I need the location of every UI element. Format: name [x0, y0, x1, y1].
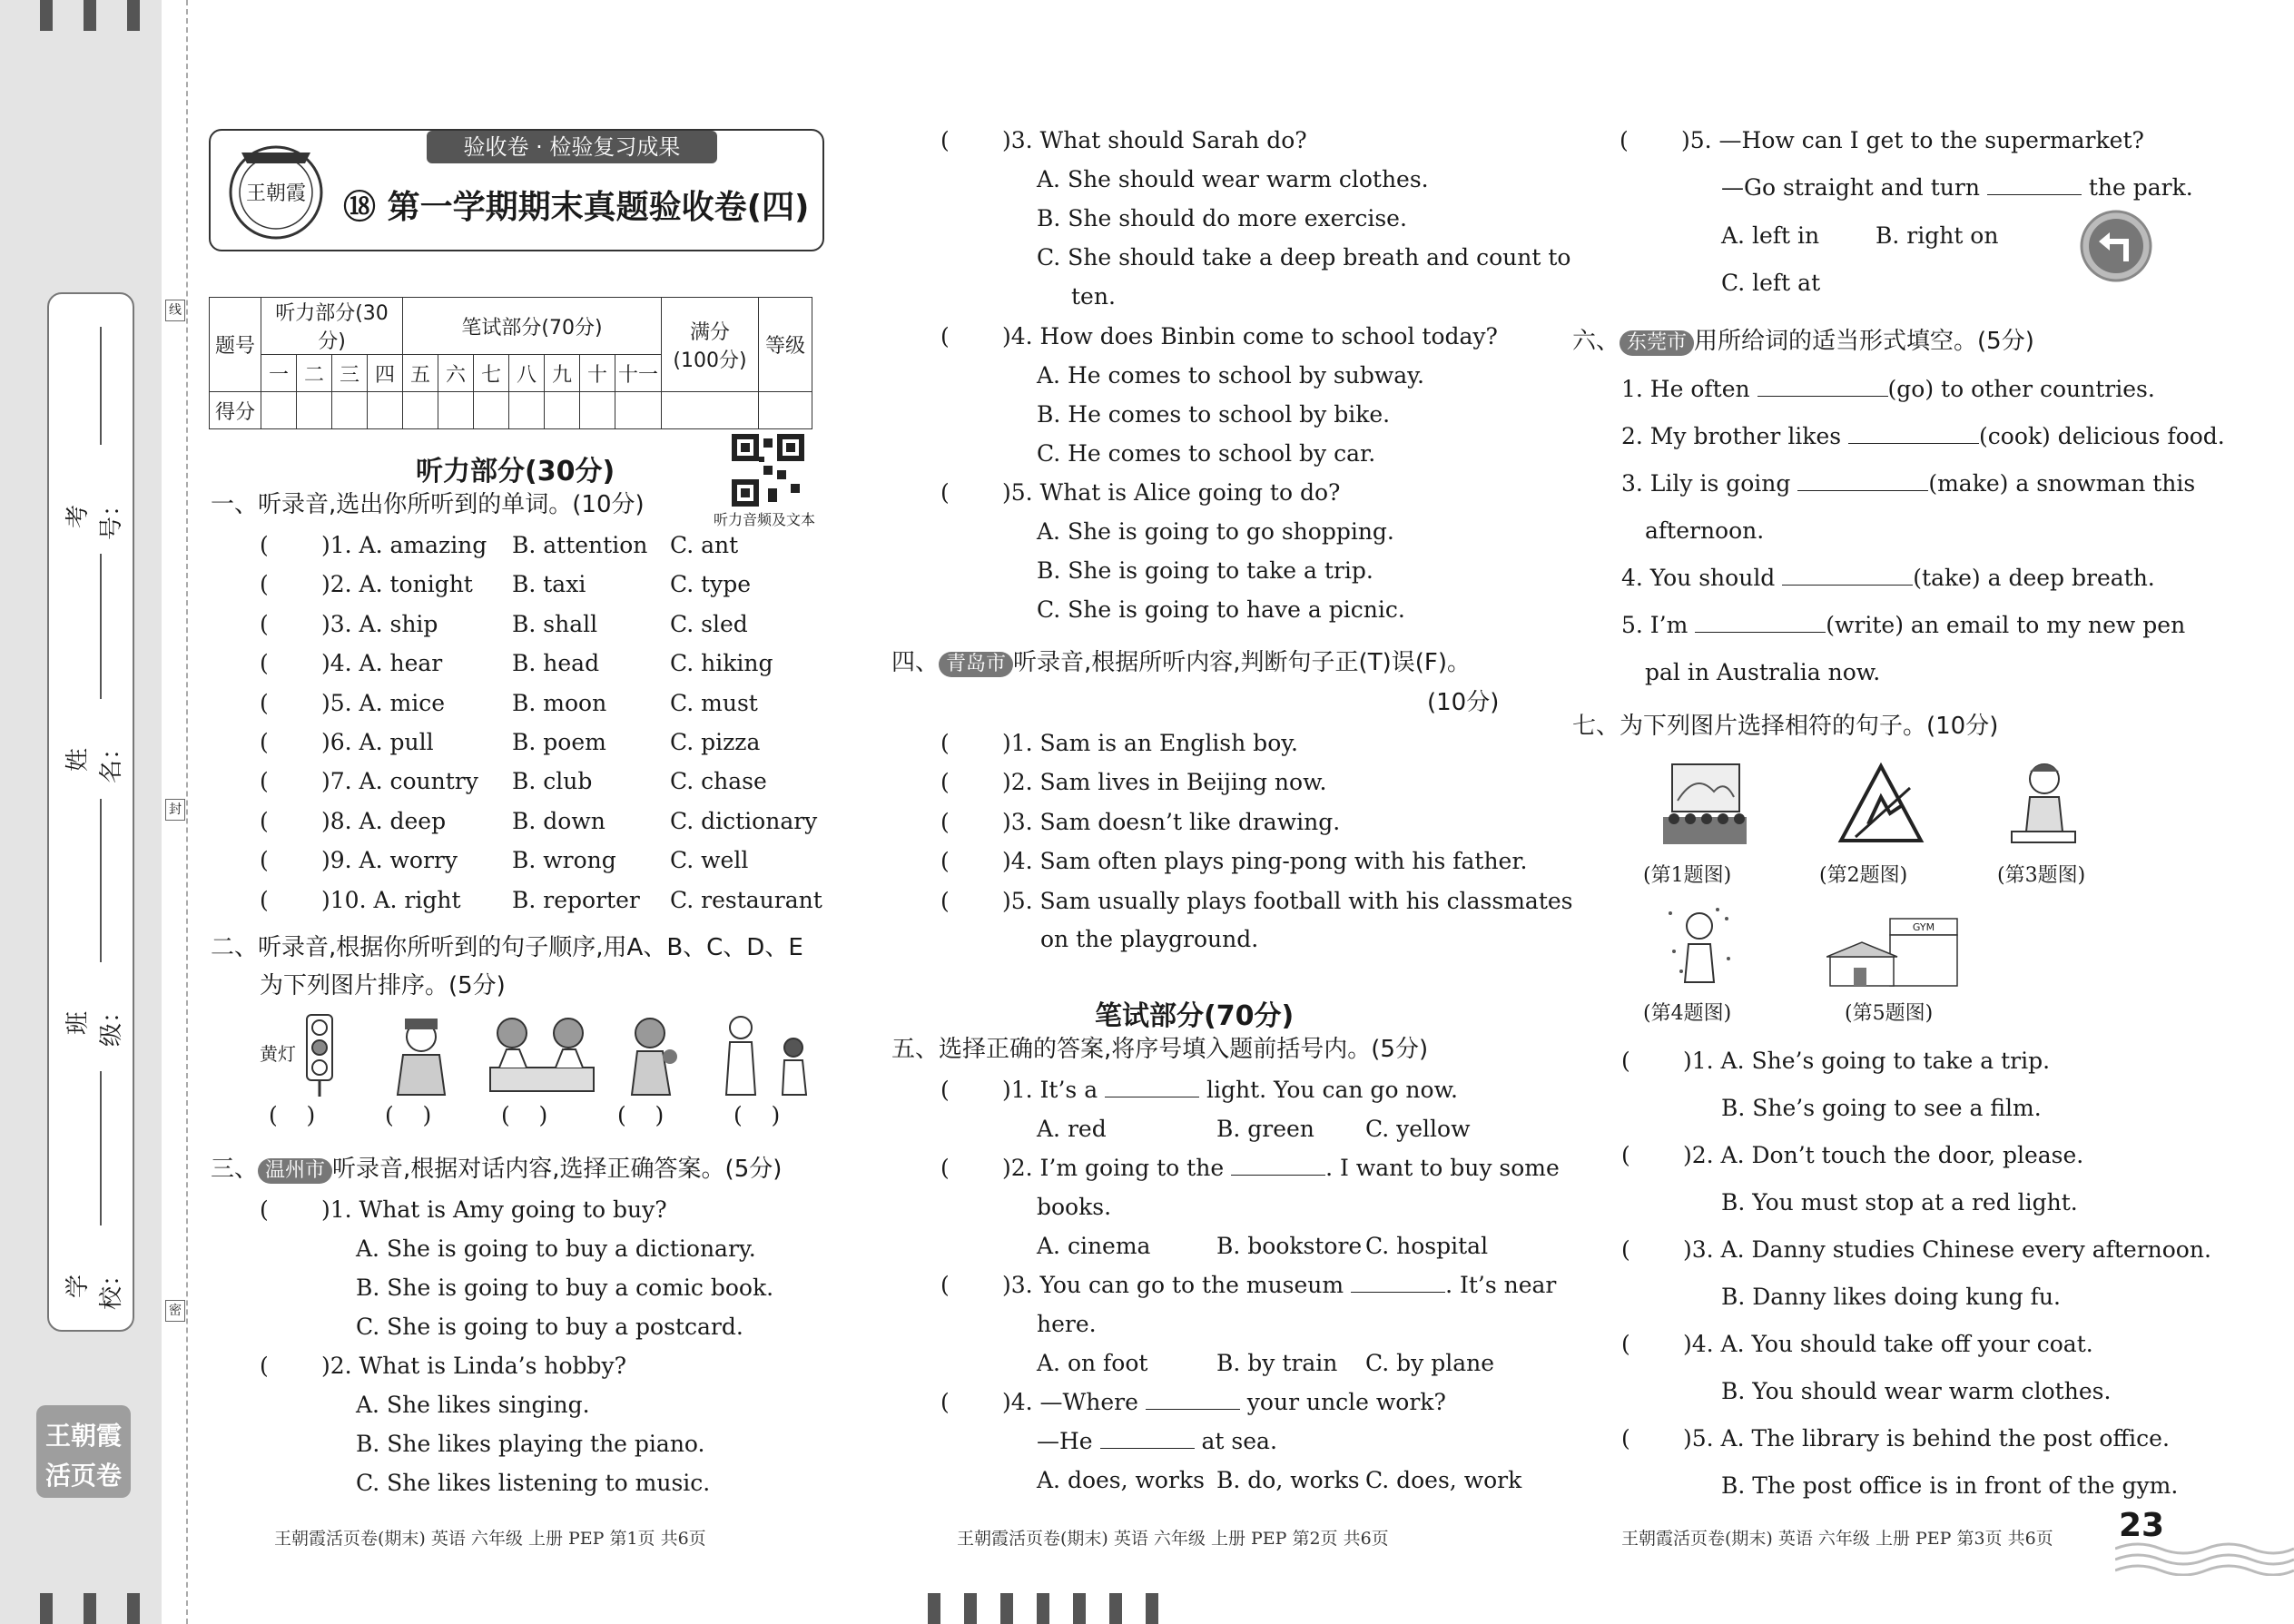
cinema-audience-icon	[1659, 761, 1750, 848]
s7-caption: (第5题图)	[1845, 1002, 1934, 1025]
bracket[interactable]: (	[940, 1389, 950, 1415]
s1-option-c: C. sled	[670, 610, 748, 637]
s6-q2-part: (cook) delicious food.	[1979, 423, 2225, 449]
s1-option-c: C. must	[670, 689, 758, 716]
score-cell[interactable]	[759, 392, 812, 429]
score-cell[interactable]	[615, 392, 662, 429]
score-cell[interactable]	[297, 392, 332, 429]
s7-caption: (第2题图)	[1819, 864, 1908, 887]
s5-q5-line2	[1721, 174, 2193, 202]
s3-q4-option: B. He comes to school by bike.	[1037, 401, 1391, 428]
col-num: 五	[403, 355, 438, 392]
exam-number: ⑱	[343, 189, 377, 226]
answer-blank[interactable]: ( )	[385, 1102, 432, 1128]
exam-no-line[interactable]	[100, 327, 102, 445]
city-badge: 青岛市	[939, 652, 1013, 677]
fill-blank[interactable]	[1848, 443, 1979, 444]
name-line[interactable]	[100, 554, 102, 699]
score-cell[interactable]	[332, 392, 368, 429]
bracket[interactable]: (	[1621, 1425, 1630, 1452]
s5-q1-option: C. yellow	[1365, 1116, 1471, 1142]
s4-item: )4. Sam often plays ping-pong with his father.	[1002, 848, 1528, 875]
s1-option-c: C. chase	[670, 768, 767, 795]
s6-q4-part: (take) a deep breath.	[1913, 565, 2155, 591]
fill-blank[interactable]	[1757, 396, 1888, 397]
item-header: 题号	[210, 298, 261, 392]
answer-blank[interactable]: ( )	[501, 1102, 548, 1128]
s6-q5-cont: pal in Australia now.	[1645, 659, 1881, 685]
binding-mark	[1073, 1593, 1086, 1624]
bracket[interactable]: (	[1621, 1331, 1630, 1357]
score-cell[interactable]	[662, 392, 759, 429]
s6-q3-part: 3. Lily is going	[1621, 470, 1791, 497]
s5-q3-part: )3. You can go to the museum	[1002, 1272, 1344, 1298]
brand-logo	[36, 1405, 131, 1498]
s1-option-b: B. attention	[512, 532, 648, 558]
children-eating-icon	[483, 1013, 601, 1097]
s1-option-b: B. head	[512, 650, 600, 677]
s6-q4	[1621, 565, 2155, 592]
gym-label: GYM	[1912, 921, 1935, 933]
s1-option-c: C. ant	[670, 532, 739, 558]
s6-q3	[1621, 470, 2195, 497]
s5-q5-part: the park.	[2088, 174, 2193, 201]
s5-title: 五、选择正确的答案,将序号填入题前括号内。(5分)	[891, 1036, 1429, 1063]
listening-header: 听力部分(30分)	[261, 298, 403, 355]
s6-q5-part: (write) an email to my new pen	[1826, 612, 2186, 638]
listening-title: 听力部分(30分)	[416, 456, 615, 487]
s7-option-a: )4. A. You should take off your coat.	[1683, 1331, 2093, 1357]
s5-q5-option: C. left at	[1721, 270, 1821, 296]
bracket[interactable]: (	[940, 1272, 950, 1298]
s5-q5: )5. —How can I get to the supermarket?	[1681, 127, 2144, 153]
binding-mark	[84, 0, 96, 31]
page-title	[343, 182, 809, 228]
score-table	[209, 297, 812, 429]
s3-q3-option-cont: ten.	[1071, 283, 1116, 310]
bracket[interactable]: (	[1621, 1048, 1630, 1074]
s5-q2-option: A. cinema	[1037, 1233, 1151, 1259]
binding-mark	[1109, 1593, 1122, 1624]
exam-title: 第一学期期末真题验收卷(四)	[387, 189, 810, 226]
s5-q4	[1002, 1389, 1446, 1416]
score-cell[interactable]	[403, 392, 438, 429]
col-num: 七	[474, 355, 509, 392]
s1-option-b: B. club	[512, 768, 593, 795]
s1-option-a: )3. A. ship	[321, 610, 438, 637]
qr-code-icon[interactable]	[732, 434, 804, 507]
score-cell[interactable]	[261, 392, 297, 429]
s1-option-c: C. restaurant	[670, 886, 822, 913]
s5-q1-option: B. green	[1216, 1116, 1314, 1142]
fill-blank[interactable]	[1231, 1175, 1325, 1176]
s3-q3-option: A. She should wear warm clothes.	[1037, 166, 1429, 192]
score-cell[interactable]	[580, 392, 615, 429]
binding-mark	[84, 1593, 96, 1624]
binding-mark	[964, 1593, 977, 1624]
s6-q3-part: (make) a snowman this	[1928, 470, 2196, 497]
s5-q5-option: B. right on	[1876, 222, 1999, 249]
traffic-light-icon	[301, 1013, 338, 1098]
s3-q2-option: C. She likes listening to music.	[356, 1470, 711, 1496]
s1-option-c: C. dictionary	[670, 807, 818, 834]
s4-title	[891, 648, 1471, 677]
s5-q1	[1002, 1077, 1458, 1104]
s3-q4-option: A. He comes to school by subway.	[1037, 362, 1424, 389]
s6-q5-part: 5. I’m	[1621, 612, 1689, 638]
bracket[interactable]: (	[260, 847, 269, 874]
bracket[interactable]: (	[260, 532, 269, 558]
s6-q2	[1621, 423, 2225, 450]
class-label: 班级：	[64, 999, 125, 1048]
bracket[interactable]: (	[260, 729, 269, 755]
s4-score: (10分)	[1427, 689, 1500, 716]
col-num: 二	[297, 355, 332, 392]
s7-option-b: B. Danny likes doing kung fu.	[1721, 1284, 2061, 1310]
fill-blank[interactable]	[1351, 1292, 1445, 1293]
score-cell[interactable]	[509, 392, 545, 429]
header-banner: 验收卷 · 检验复习成果	[427, 131, 717, 163]
s1-option-b: B. moon	[512, 689, 607, 716]
s3-title-post: 听录音,根据对话内容,选择正确答案。(5分)	[332, 1156, 783, 1183]
s6-q4-part: 4. You should	[1621, 565, 1776, 591]
bracket[interactable]: (	[260, 1353, 269, 1379]
student-info-box	[47, 292, 134, 1332]
col-num: 三	[332, 355, 368, 392]
s5-q2-option: C. hospital	[1365, 1233, 1489, 1259]
bracket[interactable]: (	[1621, 1142, 1630, 1168]
s5-q4-part: —He	[1037, 1428, 1093, 1454]
no-touching-sign-icon	[1837, 761, 1925, 848]
col-num: 四	[368, 355, 403, 392]
s5-q1-part: )1. It’s a	[1002, 1077, 1098, 1103]
answer-blank[interactable]: ( )	[617, 1102, 665, 1128]
s5-q4-line2	[1037, 1428, 1277, 1455]
s6-title-post: 用所给词的适当形式填空。(5分)	[1694, 328, 2034, 355]
s3-title	[211, 1155, 782, 1184]
s1-option-a: )1. A. amazing	[321, 532, 487, 558]
police-officer-icon	[385, 1013, 461, 1097]
s4-item-cont: on the playground.	[1040, 926, 1259, 952]
s3-q1-option: C. She is going to buy a postcard.	[356, 1314, 743, 1340]
s4-item: )5. Sam usually plays football with his classmates	[1002, 887, 1573, 914]
s3-q1: )1. What is Amy going to buy?	[321, 1196, 667, 1223]
fill-blank[interactable]	[1695, 632, 1826, 633]
s1-option-a: )2. A. tonight	[321, 571, 473, 598]
s1-option-a: )7. A. country	[321, 768, 478, 795]
exam-no-label: 考号：	[64, 493, 125, 541]
s7-option-a: )1. A. She’s going to take a trip.	[1683, 1048, 2051, 1074]
binding-mark	[928, 1593, 940, 1624]
s1-option-a: )4. A. hear	[321, 650, 443, 677]
svg-text:王朝霞: 王朝霞	[245, 182, 307, 205]
s5-q2-cont: books.	[1037, 1194, 1112, 1220]
col-num: 六	[438, 355, 474, 392]
s6-q1-part: (go) to other countries.	[1887, 376, 2155, 402]
s5-q2-part: . I want to buy some	[1325, 1155, 1560, 1181]
emblem-icon	[223, 136, 329, 243]
s5-q3-option: B. by train	[1216, 1350, 1338, 1376]
brand-line1: 王朝霞	[44, 1421, 122, 1451]
bracket[interactable]: (	[940, 848, 950, 875]
binding-mark	[40, 1593, 53, 1624]
s6-q1	[1621, 376, 2155, 403]
bracket[interactable]: (	[940, 1155, 950, 1181]
s1-option-a: )9. A. worry	[321, 847, 458, 874]
bracket[interactable]: (	[1621, 1236, 1630, 1263]
seal-mark: 密	[165, 1300, 185, 1322]
s1-title: 一、听录音,选出你所听到的单词。(10分)	[211, 491, 645, 518]
s3-q4-option: C. He comes to school by car.	[1037, 440, 1376, 467]
answer-blank[interactable]: ( )	[269, 1102, 316, 1128]
school-label: 学校：	[64, 1263, 125, 1311]
bracket[interactable]: (	[260, 886, 269, 913]
s1-option-c: C. type	[670, 571, 752, 598]
bracket[interactable]: (	[940, 808, 950, 835]
s5-q5-part: —Go straight and turn	[1721, 174, 1980, 201]
page-footer: 王朝霞活页卷(期末) 英语 六年级 上册 PEP 第3页 共6页	[1621, 1529, 2053, 1549]
school-line[interactable]	[100, 1071, 102, 1225]
full-label: 满分	[689, 320, 730, 344]
s1-option-c: C. well	[670, 847, 749, 874]
s5-q1-part: light. You can go now.	[1206, 1077, 1458, 1103]
s5-q3	[1002, 1272, 1556, 1299]
s5-q3-option: C. by plane	[1365, 1350, 1495, 1376]
score-row-label: 得分	[210, 392, 261, 429]
s5-q2-part: )2. I’m going to the	[1002, 1155, 1225, 1181]
s3-title-pre: 三、	[211, 1156, 259, 1183]
binding-mark	[127, 1593, 140, 1624]
s3-q3-option: C. She should take a deep breath and count to	[1037, 244, 1571, 271]
s7-option-a: )5. A. The library is behind the post office.	[1683, 1425, 2170, 1452]
bracket[interactable]: (	[940, 887, 950, 914]
s4-item: )1. Sam is an English boy.	[1002, 730, 1298, 756]
col-num: 九	[545, 355, 580, 392]
s7-title: 七、为下列图片选择相符的句子。(10分)	[1572, 713, 1999, 740]
writing-header: 笔试部分(70分)	[403, 298, 662, 355]
s3-q5-option: A. She is going to go shopping.	[1037, 518, 1394, 545]
s6-title-pre: 六、	[1572, 328, 1620, 355]
s3-q1-option: B. She is going to buy a comic book.	[356, 1275, 774, 1301]
s1-option-b: B. poem	[512, 729, 606, 755]
s1-option-c: C. pizza	[670, 729, 761, 755]
fill-blank[interactable]	[1100, 1448, 1195, 1449]
binding-mark	[40, 0, 53, 31]
city-badge: 东莞市	[1620, 330, 1694, 356]
city-badge: 温州市	[258, 1158, 332, 1184]
bracket[interactable]: (	[940, 730, 950, 756]
full-value: (100分)	[673, 349, 747, 372]
s5-q4-part: your uncle work?	[1246, 1389, 1446, 1415]
binding-mark	[1037, 1593, 1049, 1624]
bracket[interactable]: (	[260, 610, 269, 637]
fill-blank[interactable]	[1987, 194, 2082, 195]
full-score-header	[662, 298, 759, 392]
s7-option-b: B. You should wear warm clothes.	[1721, 1378, 2112, 1404]
s4-item: )3. Sam doesn’t like drawing.	[1002, 808, 1341, 835]
s7-caption: (第4题图)	[1643, 1002, 1732, 1025]
s5-q4-option: B. do, works	[1216, 1467, 1360, 1493]
post-office-gym-icon	[1826, 917, 1963, 989]
bracket[interactable]: (	[1620, 127, 1629, 153]
bracket[interactable]: (	[940, 1077, 950, 1103]
binding-mark	[1146, 1593, 1158, 1624]
s7-option-b: B. The post office is in front of the gym.	[1721, 1472, 2179, 1499]
s2-title-line2: 为下列图片排序。(5分)	[260, 972, 506, 999]
name-label: 姓名：	[64, 736, 125, 784]
s5-q1-option: A. red	[1037, 1116, 1107, 1142]
s5-q5-option: A. left in	[1721, 222, 1820, 249]
s3-q5: )5. What is Alice going to do?	[1002, 479, 1341, 506]
bracket[interactable]: (	[940, 769, 950, 796]
s7-option-a: )2. A. Don’t touch the door, please.	[1683, 1142, 2084, 1168]
wave-decoration-icon	[2115, 1540, 2294, 1576]
cut-line	[186, 0, 188, 1624]
s7-caption: (第3题图)	[1997, 864, 2086, 887]
qr-caption: 听力音频及文本	[714, 511, 816, 528]
s6-q3-cont: afternoon.	[1645, 517, 1765, 544]
man-and-boy-icon	[710, 1013, 824, 1097]
s2-title-line1: 二、听录音,根据你所听到的句子顺序,用A、B、C、D、E	[211, 934, 803, 961]
col-num: 一	[261, 355, 297, 392]
s7-option-b: B. You must stop at a red light.	[1721, 1189, 2078, 1216]
s6-q1-part: 1. He often	[1621, 376, 1750, 402]
boy-writing-icon	[2006, 759, 2079, 848]
s6-title	[1572, 327, 2034, 356]
s1-option-b: B. wrong	[512, 847, 616, 874]
col-num: 十一	[615, 355, 662, 392]
page-footer: 王朝霞活页卷(期末) 英语 六年级 上册 PEP 第2页 共6页	[957, 1529, 1389, 1549]
bracket[interactable]: (	[260, 571, 269, 598]
bracket[interactable]: (	[260, 1196, 269, 1223]
s3-q2-option: B. She likes playing the piano.	[356, 1431, 705, 1457]
score-cell[interactable]	[545, 392, 580, 429]
s1-option-b: B. shall	[512, 610, 598, 637]
s5-q4-option: C. does, work	[1365, 1467, 1522, 1493]
s3-q5-option: B. She is going to take a trip.	[1037, 557, 1373, 584]
s5-q4-option: A. does, works	[1037, 1467, 1205, 1493]
s3-q2-option: A. She likes singing.	[356, 1392, 590, 1418]
seal-mark: 线	[165, 300, 185, 321]
s3-q5-option: C. She is going to have a picnic.	[1037, 596, 1405, 623]
score-cell[interactable]	[474, 392, 509, 429]
turn-left-sign-icon	[2079, 209, 2153, 283]
s5-q4-part: )4. —Where	[1002, 1389, 1138, 1415]
yellow-light-label: 黄灯	[260, 1043, 296, 1065]
score-cell[interactable]	[368, 392, 403, 429]
s7-caption: (第1题图)	[1643, 864, 1732, 887]
s3-q4: )4. How does Binbin come to school today?	[1002, 323, 1498, 349]
s5-q4-part: at sea.	[1201, 1428, 1277, 1454]
brand-line2: 活页卷	[44, 1461, 122, 1491]
s1-option-b: B. reporter	[512, 886, 640, 913]
s4-item: )2. Sam lives in Beijing now.	[1002, 769, 1327, 796]
class-line[interactable]	[100, 799, 102, 962]
s5-q3-cont: here.	[1037, 1311, 1097, 1337]
s1-option-c: C. hiking	[670, 650, 773, 677]
page-number: 23	[2119, 1507, 2165, 1544]
s7-option-a: )3. A. Danny studies Chinese every afternoon.	[1683, 1236, 2211, 1263]
binding-mark	[1000, 1593, 1013, 1624]
s6-q2-part: 2. My brother likes	[1621, 423, 1842, 449]
s1-option-a: )8. A. deep	[321, 807, 447, 834]
girl-with-flowers-icon	[621, 1013, 684, 1097]
bracket[interactable]: (	[940, 323, 950, 349]
s5-q3-part: . It’s near	[1445, 1272, 1557, 1298]
grade-header: 等级	[759, 298, 812, 392]
fill-blank[interactable]	[1782, 585, 1913, 586]
score-cell[interactable]	[438, 392, 474, 429]
s1-option-b: B. taxi	[512, 571, 586, 598]
s5-q2-option: B. bookstore	[1216, 1233, 1363, 1259]
s7-option-b: B. She’s going to see a film.	[1721, 1095, 2042, 1121]
s3-q1-option: A. She is going to buy a dictionary.	[356, 1235, 756, 1262]
col-num: 十	[580, 355, 615, 392]
s3-q2: )2. What is Linda’s hobby?	[321, 1353, 627, 1379]
bracket[interactable]: (	[940, 127, 950, 153]
s3-q3: )3. What should Sarah do?	[1002, 127, 1307, 153]
s1-option-a: )5. A. mice	[321, 689, 445, 716]
bracket[interactable]: (	[260, 689, 269, 716]
writing-title: 笔试部分(70分)	[1095, 1000, 1295, 1032]
s6-q5	[1621, 612, 2185, 639]
seal-mark: 封	[165, 799, 185, 821]
bracket[interactable]: (	[260, 650, 269, 677]
fill-blank[interactable]	[1146, 1409, 1240, 1410]
s1-option-a: )10. A. right	[321, 886, 461, 913]
s3-q3-option: B. She should do more exercise.	[1037, 205, 1407, 231]
fill-blank[interactable]	[1797, 490, 1928, 491]
s5-q3-option: A. on foot	[1037, 1350, 1148, 1376]
page-footer: 王朝霞活页卷(期末) 英语 六年级 上册 PEP 第1页 共6页	[274, 1529, 706, 1549]
answer-blank[interactable]: ( )	[733, 1102, 781, 1128]
s5-q2	[1002, 1155, 1560, 1182]
bracket[interactable]: (	[260, 768, 269, 795]
bracket[interactable]: (	[260, 807, 269, 834]
binding-mark	[127, 0, 140, 31]
col-num: 八	[509, 355, 545, 392]
s1-option-b: B. down	[512, 807, 605, 834]
s4-title-pre: 四、	[891, 649, 940, 676]
s4-title-post: 听录音,根据所听内容,判断句子正(T)误(F)。	[1013, 649, 1471, 676]
cold-child-icon	[1663, 904, 1736, 991]
s1-option-a: )6. A. pull	[321, 729, 434, 755]
bracket[interactable]: (	[940, 479, 950, 506]
